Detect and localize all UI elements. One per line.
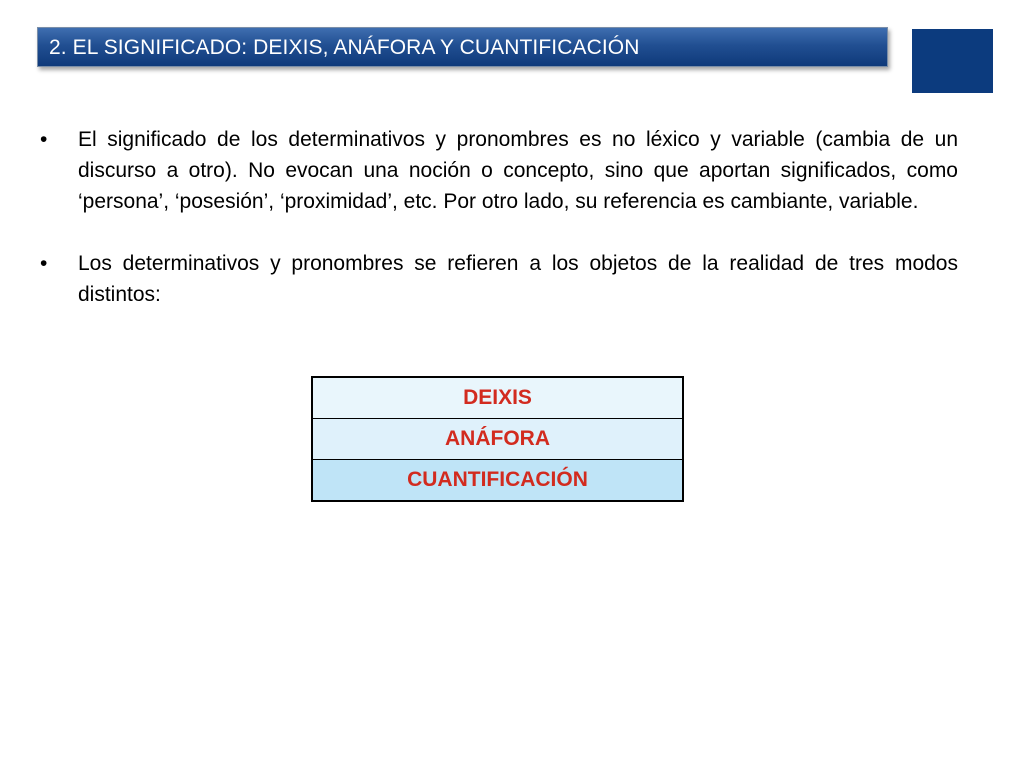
table-cell-deixis: DEIXIS <box>312 377 683 419</box>
logo-square <box>912 29 993 93</box>
bullet-icon: • <box>40 252 48 275</box>
bullet-item-meaning <box>37 124 958 217</box>
slide-title: 2. EL SIGNIFICADO: DEIXIS, ANÁFORA Y CUANTIFICACIÓN <box>49 36 640 59</box>
slide-title-bar <box>37 27 888 67</box>
table-cell-anafora: ANÁFORA <box>312 419 683 460</box>
bullet-text: Los determinativos y pronombres se refieren a los objetos de la realidad de tres modos distintos: <box>78 252 958 306</box>
bullet-item-modes <box>37 248 958 310</box>
bullet-icon: • <box>40 128 48 151</box>
modes-table <box>311 376 684 502</box>
table-row <box>312 419 683 460</box>
table-row <box>312 460 683 502</box>
bullet-text: El significado de los determinativos y pronombres es no léxico y variable (cambia de un discurso a otro). No evocan una noción o concepto, sino que aportan significados, como ‘persona’, ‘posesión’, ‘proximidad’, etc. Por otro lado, su referencia es cambiante, variable. <box>78 128 958 213</box>
slide-content <box>37 124 958 310</box>
table-row <box>312 377 683 419</box>
table-cell-cuantificacion: CUANTIFICACIÓN <box>312 460 683 502</box>
